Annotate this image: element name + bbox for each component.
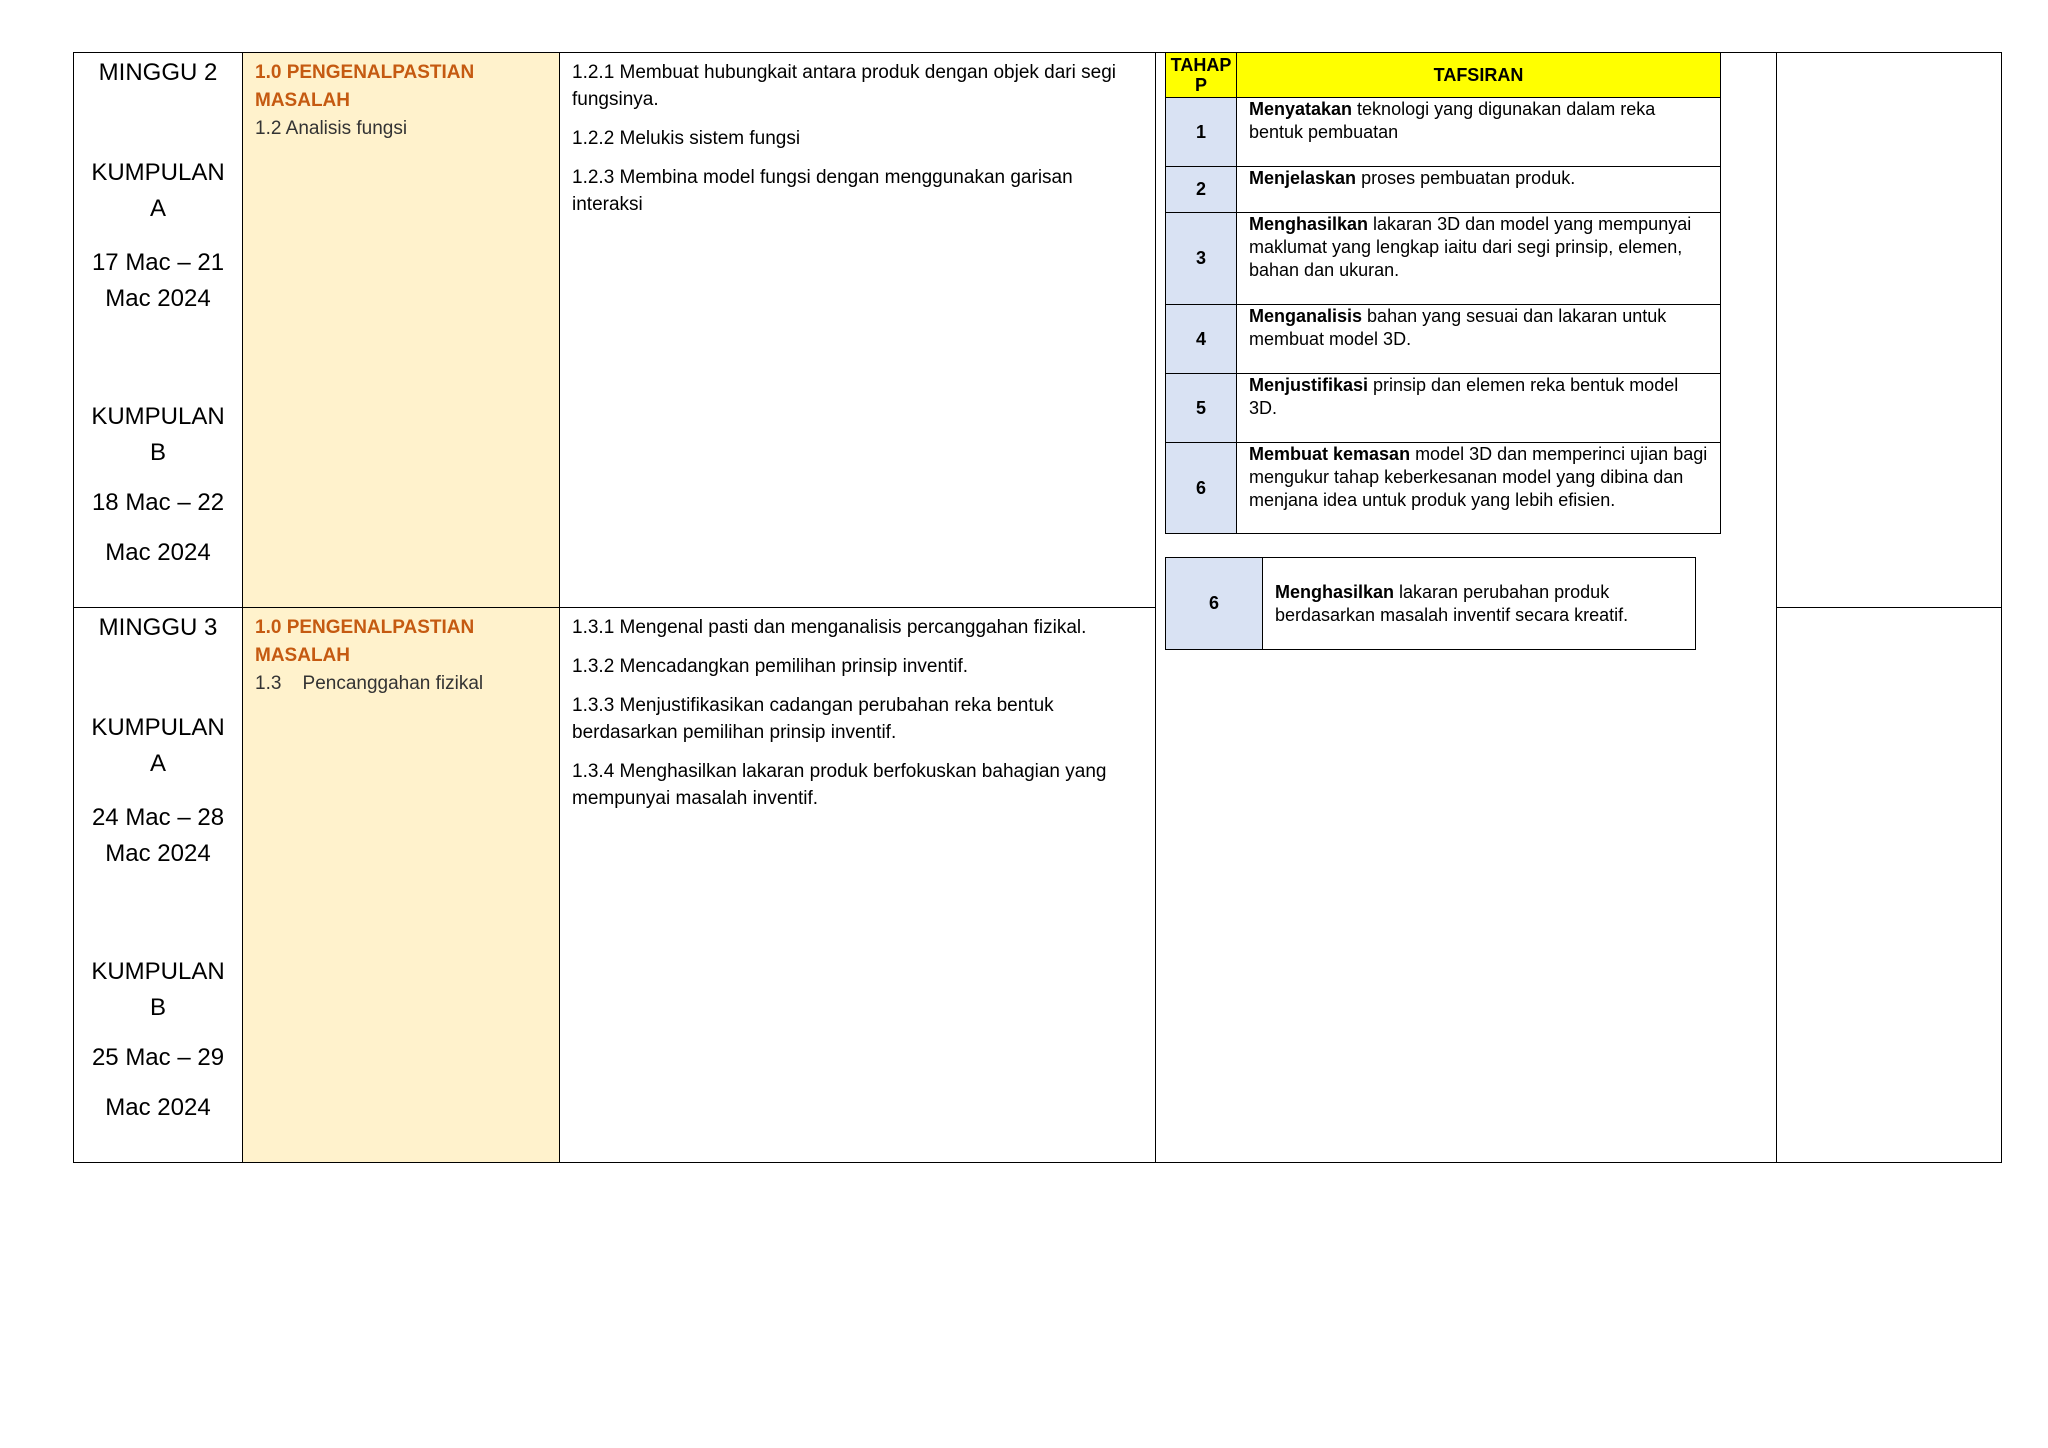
level-verb: Menghasilkan (1249, 214, 1369, 234)
rubric-row (1166, 98, 1721, 167)
level-number: 4 (1166, 305, 1237, 374)
standards-cell (560, 608, 1156, 1163)
level-header-text-2: P (1194, 75, 1207, 95)
group-a-dates: 24 Mac – 28 (91, 804, 225, 831)
topic-title: 1.0 PENGENALPASTIAN (255, 617, 475, 638)
group-a-label-letter: A (149, 750, 166, 777)
rubric-row (1166, 443, 1721, 534)
topic-title: 1.0 PENGENALPASTIAN (255, 62, 475, 83)
extra-level-table (1165, 557, 1696, 650)
learning-standard: 1.2.3 Membina model fungsi dengan menggunakan garisan interaksi (572, 167, 1073, 215)
level-description (1237, 374, 1721, 443)
level-number: 2 (1166, 167, 1237, 213)
group-a-label-letter: A (149, 195, 166, 222)
level-verb: Menjelaskan (1249, 168, 1357, 188)
level-header (1166, 53, 1237, 98)
group-b-dates-year: Mac 2024 (105, 1094, 211, 1121)
standards-cell (560, 53, 1156, 608)
group-b-label-letter: B (149, 439, 166, 466)
notes-cell (1777, 53, 2002, 608)
topic-subtitle: 1.3 Pencanggahan fizikal (255, 673, 484, 694)
group-b-label-letter: B (149, 994, 166, 1021)
group-a-dates: 17 Mac – 21 (91, 249, 225, 276)
level-text: model 3D dan memperinci ujian bagi mengukur tahap keberkesanan model yang dibina dan menjana idea untuk produk yang lebih efisien. (1249, 444, 1708, 510)
notes-cell (1777, 608, 2002, 1163)
level-description (1237, 98, 1721, 167)
level-number: 1 (1166, 98, 1237, 167)
topic-cell (243, 608, 560, 1163)
level-description (1263, 558, 1696, 650)
topic-title-2: MASALAH (255, 645, 350, 666)
learning-standard: 1.2.1 Membuat hubungkait antara produk dengan objek dari segi fungsinya. (572, 62, 1116, 110)
group-b-dates-year: Mac 2024 (105, 539, 211, 566)
week-label: MINGGU 2 (98, 59, 218, 86)
level-description (1237, 443, 1721, 534)
topic-cell (243, 53, 560, 608)
rubric-row (1166, 167, 1721, 213)
level-verb: Membuat kemasan (1249, 444, 1411, 464)
level-text: bahan yang sesuai dan lakaran untuk membuat model 3D. (1249, 306, 1667, 349)
extra-row (1166, 558, 1696, 650)
performance-level-table (1165, 52, 1721, 534)
learning-standard: 1.3.1 Mengenal pasti dan menganalisis percanggahan fizikal. (572, 617, 1087, 638)
topic-subtitle: 1.2 Analisis fungsi (255, 118, 408, 139)
level-number: 6 (1166, 558, 1263, 650)
rubric-row (1166, 305, 1721, 374)
level-number: 3 (1166, 213, 1237, 305)
group-b-label: KUMPULAN (91, 403, 225, 430)
level-verb: Menjustifikasi (1249, 375, 1369, 395)
level-text: prinsip dan elemen reka bentuk model 3D. (1249, 375, 1679, 418)
topic-title-2: MASALAH (255, 90, 350, 111)
rubric-row (1166, 374, 1721, 443)
learning-standard: 1.3.3 Menjustifikasikan cadangan perubahan reka bentuk berdasarkan pemilihan prinsip inventif. (572, 695, 1054, 743)
week-label: MINGGU 3 (98, 614, 218, 641)
rubric-row (1166, 213, 1721, 305)
level-number: 5 (1166, 374, 1237, 443)
level-verb: Menganalisis (1249, 306, 1363, 326)
level-description (1237, 213, 1721, 305)
group-b-dates: 25 Mac – 29 (91, 1044, 225, 1071)
level-number: 6 (1166, 443, 1237, 534)
level-description (1237, 167, 1721, 213)
group-b-dates: 18 Mac – 22 (91, 489, 225, 516)
level-header-text: TAHAP (1170, 55, 1232, 75)
level-text: lakaran 3D dan model yang mempunyai maklumat yang lengkap iaitu dari segi prinsip, elemen, bahan dan ukuran. (1249, 214, 1692, 280)
rubric-header (1166, 53, 1721, 98)
learning-standard: 1.3.2 Mencadangkan pemilihan prinsip inventif. (572, 656, 969, 677)
group-a-label: KUMPULAN (91, 159, 225, 186)
learning-standard: 1.3.4 Menghasilkan lakaran produk berfokuskan bahagian yang mempunyai masalah inventif. (572, 761, 1107, 809)
group-a-dates-year: Mac 2024 (105, 840, 211, 867)
week-cell (74, 608, 243, 1163)
week-cell (74, 53, 243, 608)
level-text: proses pembuatan produk. (1356, 168, 1576, 188)
interpretation-header: TAFSIRAN (1237, 53, 1721, 98)
level-text: teknologi yang digunakan dalam reka bentuk pembuatan (1249, 99, 1656, 142)
group-a-dates-year: Mac 2024 (105, 285, 211, 312)
level-verb: Menghasilkan (1275, 581, 1395, 602)
group-b-label: KUMPULAN (91, 958, 225, 985)
level-verb: Menyatakan (1249, 99, 1353, 119)
level-description (1237, 305, 1721, 374)
learning-standard: 1.2.2 Melukis sistem fungsi (572, 128, 801, 149)
group-a-label: KUMPULAN (91, 714, 225, 741)
level-text: lakaran perubahan produk berdasarkan masalah inventif secara kreatif. (1275, 581, 1629, 625)
